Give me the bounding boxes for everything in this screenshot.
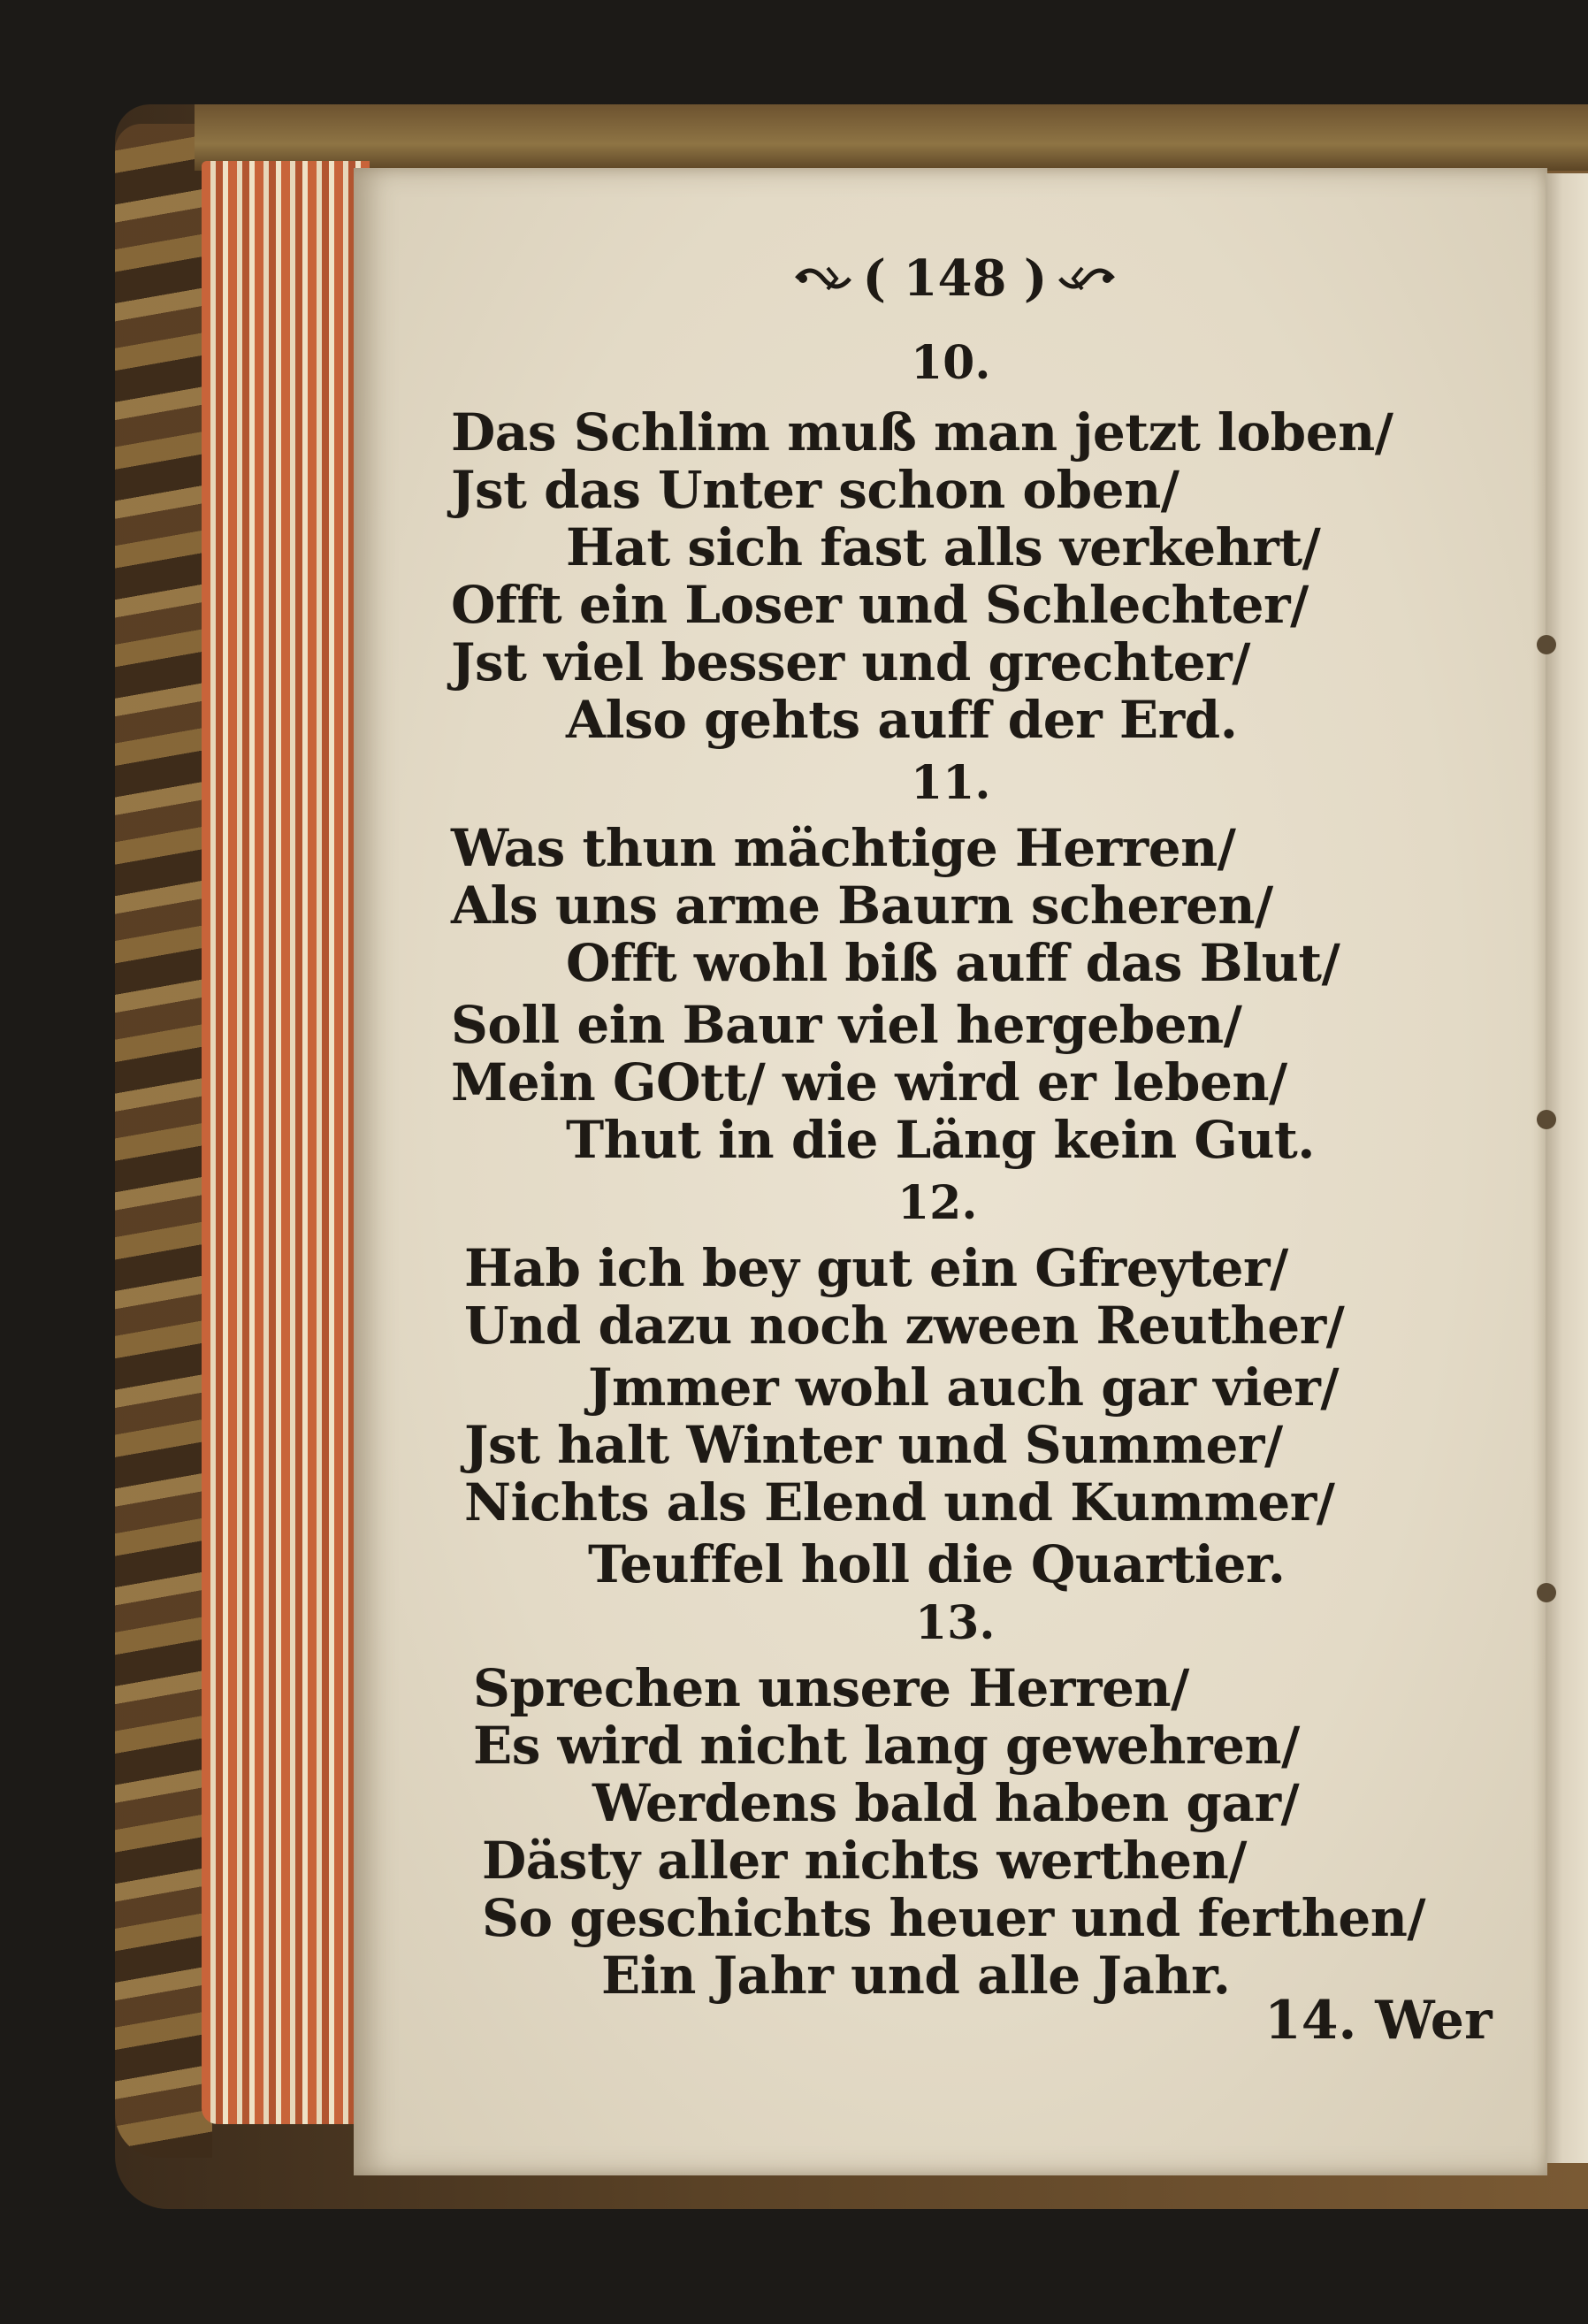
verse-line: Hab ich bey gut ein Gfreyter/ [464, 1238, 1288, 1298]
stanza-number: 13. [915, 1596, 996, 1650]
catchword: 14. Wer [1264, 1990, 1493, 2052]
page-number: ( 148 ) [862, 249, 1048, 308]
ornament-right-icon [1056, 261, 1118, 296]
page-header [769, 248, 1141, 310]
verse-line: Also gehts auff der Erd. [566, 690, 1238, 750]
verse-line: Als uns arme Baurn scheren/ [451, 875, 1273, 936]
verse-line: So geschichts heuer und ferthen/ [482, 1888, 1426, 1948]
verse-line: Thut in die Läng kein Gut. [566, 1110, 1316, 1170]
verse-line: Nichts als Elend und Kummer/ [464, 1472, 1335, 1533]
verse-line: Jst das Unter schon oben/ [451, 460, 1180, 520]
verse-line: Das Schlim muß man jetzt loben/ [451, 402, 1393, 463]
verse-line: Jst halt Winter und Summer/ [464, 1415, 1283, 1475]
verse-line: Werdens bald haben gar/ [592, 1773, 1300, 1833]
verse-line: Jst viel besser und grechter/ [451, 632, 1250, 692]
verse-line: Hat sich fast alls verkehrt/ [566, 517, 1321, 577]
stanza-number: 10. [911, 336, 991, 390]
stanza-number: 11. [911, 756, 991, 810]
verse-line: Dästy aller nichts werthen/ [482, 1831, 1247, 1891]
verse-line: Es wird nicht lang gewehren/ [473, 1716, 1300, 1776]
stanza-number: 12. [897, 1176, 978, 1230]
verse-line: Und dazu noch zween Reuther/ [464, 1296, 1345, 1356]
verse-line: Ein Jahr und alle Jahr. [601, 1946, 1231, 2006]
verse-line: Was thun mächtige Herren/ [451, 818, 1236, 878]
verse-line: Jmmer wohl auch gar vier/ [588, 1357, 1340, 1418]
verse-line: Soll ein Baur viel hergeben/ [451, 995, 1242, 1055]
ornament-left-icon [792, 261, 854, 296]
verse-line: Teuffel holl die Quartier. [588, 1534, 1286, 1594]
verse-line: Mein GOtt/ wie wird er leben/ [451, 1052, 1287, 1112]
verse-line: Sprechen unsere Herren/ [473, 1658, 1189, 1718]
verse-line: Offt ein Loser und Schlechter/ [451, 575, 1309, 635]
verse-line: Offt wohl biß auff das Blut/ [566, 933, 1340, 993]
